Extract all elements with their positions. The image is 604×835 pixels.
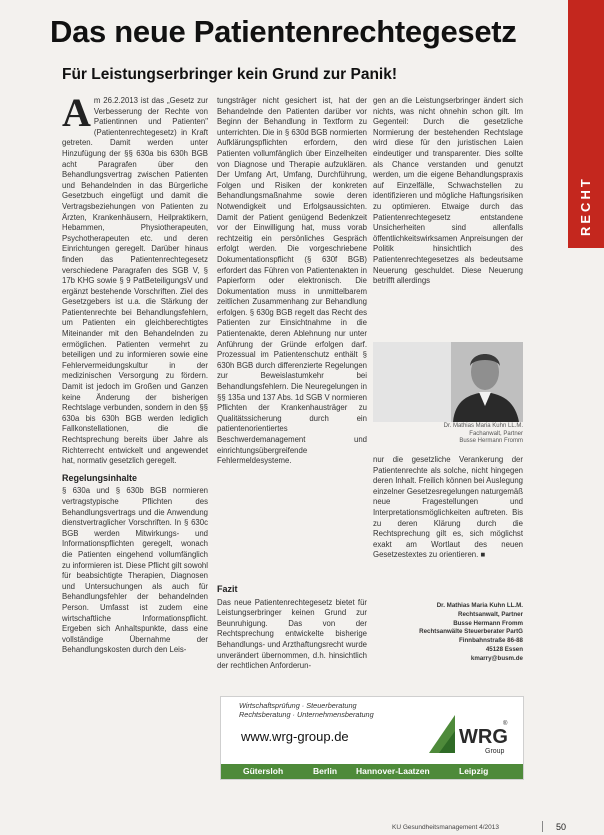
ad-city: Leipzig (459, 766, 489, 776)
author-name: Dr. Mathias Maria Kuhn LL.M. (436, 602, 523, 609)
ad-url-link[interactable]: www.wrg-group.de (241, 729, 349, 744)
ad-city: Gütersloh (243, 766, 284, 776)
photo-caption-role: Fachanwalt, Partner (469, 430, 523, 437)
author-box (373, 602, 523, 664)
photo-caption-name: Dr. Mathias Maria Kuhn LL.M. (443, 423, 523, 429)
ad-tagline-1: Wirtschaftsprüfung · Steuerberatung (239, 701, 357, 710)
ad-city: Berlin (313, 766, 338, 776)
ad-city-bar (221, 764, 523, 779)
footer-separator (542, 821, 543, 832)
wrg-logo (429, 713, 511, 759)
page-subtitle: Für Leistungserbringer kein Grund zur Panik! (62, 66, 398, 83)
author-photo (373, 342, 523, 422)
author-street: Finnbahnstraße 86-88 (459, 637, 523, 645)
wrg-logo-text: WRG (459, 726, 508, 748)
ad-tagline (239, 701, 374, 719)
page-title: Das neue Patientenrechtegesetz (50, 14, 517, 49)
article-text-col2: tungsträger nicht gesichert ist, hat der Behandelnde den Patienten darüber vor Beginn der Behandlung in Textform zu unterrichten. Die in § 630d BGB normierten Aufklärungspflichten erfordern, den Patienten vollumfänglich über Einzelheiten von Diagnose und Therapie aufzuklären. Der Umfang Art, Umfang, Durchführung, Folgen und Risiken der konkreten Behandlungsmaßnahme sowie deren Notwendigkeit und Erfolgsaussichten. Damit der Patient genügend Bedenkzeit vor der Einwilligung hat, muss vorab rechtzeitig ein persönliches Gespräch erfolgt werden. Die vorgeschriebene Dokumentationspflicht (§ 630f BGB) erfordert das Führen von Patientenakten in Papierform oder elektronisch. Die Dokumentation muss in unmittelbarem zeitlichen Zusammenhang zur Behandlung erfolgen. § 630g BGB regelt das Recht des Patienten zur Einsichtnahme in die Patientenakte, deren Ablehnung nur unter Anführung der Gründe erfolgen darf. Prozessual im Patientenschutz enthält § 630h BGB durch differenzierte Regelungen zur Beweislastumkehr bei Behandlungsfehlern. Die Neuregelungen in §§ 135a und 137 Abs. 1d SGB V normieren Pflichten der Krankenhausträger zu Qualitätssicherung durch ein patientenorientiertes Beschwerdemanagement und einrichtungsübergreifende Fehlermeldesysteme. (217, 96, 367, 466)
author-email[interactable]: kmarry@busm.de (470, 654, 523, 662)
page-number: 50 (556, 822, 567, 832)
article-text-col3b: nur die gesetzliche Verankerung der Patientenrechte als solche, nicht hingegen deren Inhalt. Freilich können bei Auslegung einzelner Gesetzesregelungen naturgemäß neue Fragestellungen und Interpretationsmöglichkeiten auftreten. Bis zu deren Klärung durch die Rechtsprechung gilt es, sich möglichst exakt am Wortlaut des neuen Gesetzestextes zu orientieren. ■ (373, 455, 523, 560)
footer-publication: KU Gesundheitsmanagement 4/2013 (392, 824, 499, 831)
fazit-text: Das neue Patientenrechtegesetz bietet für Leistungserbringer keinen Grund zur Beunruhigung. Das von der Rechtsprechung entwickelte bisherige Behandlungs- und Arzthaftungsrecht wurde unverändert übernommen, d.h. hinsichtlich der rechtlichen Anforderun- (217, 597, 367, 671)
article-text-col3: gen an die Leistungserbringer ändert sich nichts, was nicht ohnehin schon gilt. Im Gegenteil: Durch die gesetzliche Normierung der bestehenden Rechtslage wird diese für den juristischen Laien eindeutiger und transparenter. Dies sollte als Chance verstanden und genutzt werden, um die eigene Behandlungspraxis auf Einzelfälle, Schwachstellen zu identifizieren und mögliche Haftungsrisiken zu optimieren. Etwaige durch das Patientenrechtegesetz entstandene Unsicherheiten sind allenfalls öffentlichkeitswirksamen Anpreisungen der Politik hinsichtlich des Patientenrechtegesetzes als bedeutsame Neuerung geschuldet. Diese Neuerung betrifft allerdings (373, 96, 523, 286)
author-city: 45128 Essen (485, 645, 523, 653)
article-column-2 (217, 96, 367, 592)
photo-caption (373, 423, 523, 446)
article-intro-text: m 26.2.2013 ist das „Gesetz zur Verbesserung der Rechte von Patientinnen und Patienten" (Patientenrechtegesetz) in Kraft getreten. Damit werden unter Hinzufügung der §§ 630a bis 630h BGB acht Paragrafen über den Behandlungsvertrag zwischen Patienten und Behandelnden in das Bürgerliche Gesetzbuch eingefügt und damit die Vertragsbeziehungen von Patienten zu Ärzten, Krankenhäusern, Heilpraktikern, Hebammen, Physiotherapeuten, Psychotherapeuten etc. und deren Einrichtungen geregelt. Darüber hinaus finden das Patientenrechtegesetz verschiedene Paragrafen des SGB V, § 17b KHG sowie § 9 PatBeteiligungsV und ergänzt bestehende Vorschriften. Ziel des Gesetzgebers ist u.a. die Stärkung der Patientenrechte bei Behandlungsfehlern, um Patienten ein gleichberechtigtes Miteinander mit den Behandelnden zu ermöglichen. Patienten vermehrt zu beteiligen und zu informieren sowie eine Fehlervermeidungskultur in der medizinischen Versorgung zu fördern. Damit ist jedoch im Großen und Ganzen keine Änderung der bisherigen Rechtslage verbunden, sondern in den §§ 630a bis 630h BGB werden lediglich Fallkonstellationen, die die Rechtsprechung bereits über Jahre als Richterrecht entwickelt und angewendet hat, normativ gesetzlich geregelt. (62, 96, 208, 466)
advertisement-wrg[interactable] (220, 696, 524, 780)
article-column-3 (373, 96, 523, 334)
drop-cap: A (62, 96, 91, 135)
photo-caption-firm: Busse Hermann Fromm (459, 438, 523, 445)
article-text-regelung: § 630a und § 630b BGB normieren vertragstypische Pflichten des Behandlungsvertrags und die Anwendung dienstvertraglicher Vorschriften. In § 630c BGB werden Mitwirkungs- und Informationspflichten geregelt, wonach die Patienten eingehend vollumfänglich zu informieren ist. Diese Pflicht gilt sowohl für beabsichtigte Therapien, Diagnosen und Untersuchungen als auch für Behandlungsfehler der behandelnden Person. Umfasst ist zudem eine wirtschaftliche Informationspflicht. Ergeben sich Anhaltspunkte, dass eine vollständige Übernahme der Behandlungskosten durch den Leis- (62, 486, 208, 655)
author-role: Rechtsanwalt, Partner (458, 610, 523, 618)
ad-tagline-2: Rechtsberatung · Unternehmensberatung (239, 710, 374, 719)
section-tab-label: RECHT (578, 176, 593, 236)
author-firm: Busse Hermann Fromm (453, 619, 523, 627)
wrg-registered-mark: ® (503, 721, 508, 727)
section-heading-fazit: Fazit (217, 584, 238, 594)
article-column-1 (62, 96, 208, 806)
wrg-logo-subtext: Group (485, 748, 505, 755)
article-column-3-continued (373, 455, 523, 583)
author-firm-full: Rechtsanwälte Steuerberater PartG (419, 628, 523, 636)
section-heading-regelungsinhalte: Regelungsinhalte (62, 472, 138, 483)
ad-city: Hannover-Laatzen (356, 766, 430, 776)
